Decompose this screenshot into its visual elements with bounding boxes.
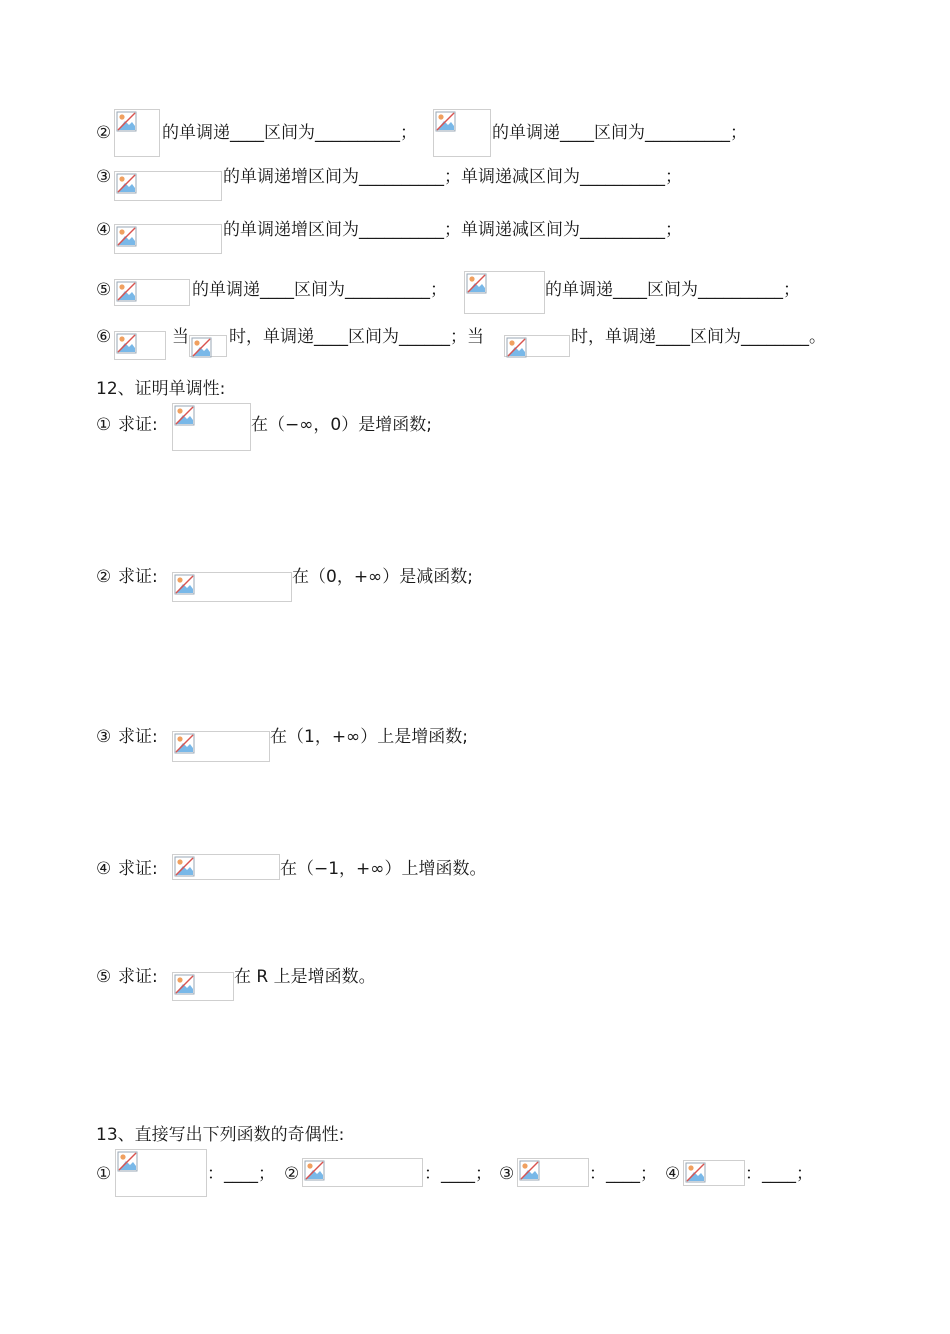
- broken-image-icon: [117, 1151, 138, 1172]
- item-number: ③: [96, 167, 112, 187]
- broken-image-icon: [174, 856, 195, 877]
- item-number: ①: [96, 415, 112, 435]
- row-text: 时，单调递____区间为________。: [571, 327, 826, 347]
- item-tail: 在（−∞，0）是增函数;: [251, 415, 432, 435]
- broken-image-icon: [174, 974, 195, 995]
- broken-image-icon: [116, 226, 137, 247]
- broken-image-icon: [435, 111, 456, 132]
- formula-image: [504, 335, 570, 357]
- item-tail: 在（0，+∞）是减函数;: [292, 567, 473, 587]
- formula-image: [172, 854, 280, 880]
- item-tail: ：____；: [589, 1164, 657, 1184]
- broken-image-icon: [116, 111, 137, 132]
- item-lead: 求证:: [118, 859, 158, 879]
- item-tail: 在（−1，+∞）上增函数。: [280, 859, 487, 879]
- item-tail: ：____；: [745, 1164, 813, 1184]
- row-text: 当: [172, 327, 189, 347]
- formula-image: [114, 224, 222, 254]
- formula-image: [189, 335, 227, 357]
- broken-image-icon: [304, 1160, 325, 1181]
- broken-image-icon: [174, 574, 195, 595]
- formula-image: [172, 731, 270, 762]
- formula-image: [683, 1160, 745, 1186]
- broken-image-icon: [116, 281, 137, 302]
- formula-image: [114, 279, 190, 306]
- formula-image: [114, 171, 222, 201]
- item-number: ④: [665, 1164, 681, 1184]
- item-tail: ：____；: [207, 1164, 275, 1184]
- formula-image: [517, 1158, 589, 1187]
- formula-image: [114, 109, 160, 157]
- broken-image-icon: [116, 173, 137, 194]
- item-tail: 在 R 上是增函数。: [234, 967, 376, 987]
- formula-image: [172, 572, 292, 602]
- broken-image-icon: [466, 273, 487, 294]
- item-number: ③: [96, 727, 112, 747]
- item-number: ⑤: [96, 280, 112, 300]
- item-number: ②: [96, 567, 112, 587]
- row-text: 的单调递增区间为__________；单调递减区间为__________；: [223, 220, 682, 240]
- item-number: ③: [499, 1164, 515, 1184]
- formula-image: [172, 403, 251, 451]
- broken-image-icon: [174, 405, 195, 426]
- row-text: 的单调递____区间为__________；: [492, 123, 747, 143]
- row-text: 的单调递增区间为__________；单调递减区间为__________；: [223, 167, 682, 187]
- row-text: 时，单调递____区间为______；当: [229, 327, 484, 347]
- formula-image: [115, 1149, 207, 1197]
- row-text: 的单调递____区间为__________；: [192, 280, 447, 300]
- formula-image: [464, 271, 545, 314]
- formula-image: [172, 972, 234, 1001]
- item-lead: 求证:: [118, 727, 158, 747]
- formula-image: [302, 1158, 423, 1187]
- item-tail: 在（1，+∞）上是增函数;: [270, 727, 468, 747]
- broken-image-icon: [685, 1162, 706, 1183]
- item-tail: ：____；: [424, 1164, 492, 1184]
- formula-image: [433, 109, 491, 157]
- item-lead: 求证:: [118, 567, 158, 587]
- broken-image-icon: [174, 733, 195, 754]
- question-title: 12、证明单调性:: [96, 379, 226, 399]
- item-lead: 求证:: [118, 967, 158, 987]
- item-number: ④: [96, 859, 112, 879]
- question-title: 13、直接写出下列函数的奇偶性:: [96, 1125, 345, 1145]
- row-text: 的单调递____区间为__________；: [162, 123, 417, 143]
- broken-image-icon: [519, 1160, 540, 1181]
- row-text: 的单调递____区间为__________；: [545, 280, 800, 300]
- broken-image-icon: [506, 337, 527, 358]
- item-number: ②: [96, 123, 112, 143]
- item-number: ④: [96, 220, 112, 240]
- broken-image-icon: [116, 333, 137, 354]
- broken-image-icon: [191, 337, 212, 358]
- item-lead: 求证:: [118, 415, 158, 435]
- item-number: ①: [96, 1164, 112, 1184]
- item-number: ⑥: [96, 327, 112, 347]
- item-number: ②: [284, 1164, 300, 1184]
- item-number: ⑤: [96, 967, 112, 987]
- formula-image: [114, 331, 166, 360]
